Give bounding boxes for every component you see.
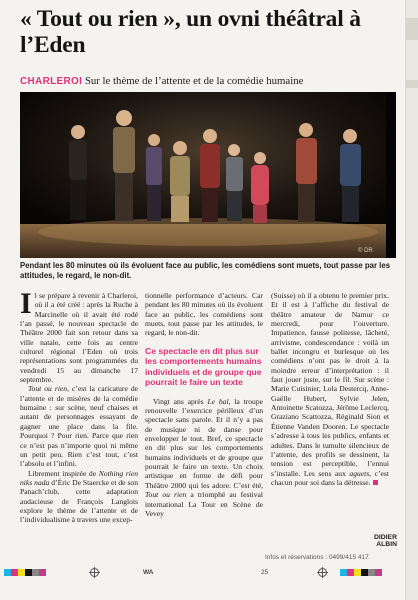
registration-mark-icon <box>90 568 99 577</box>
paragraph <box>271 291 389 487</box>
swatch <box>32 569 39 576</box>
photo-caption: Pendant les 80 minutes où ils évoluent face au public, les comédiens sont muets, tout passe par les attitudes, le regard, le non-dit. <box>20 261 391 280</box>
footer-code: WA <box>143 569 154 576</box>
registration-mark-icon <box>318 568 327 577</box>
color-swatches <box>340 569 382 576</box>
paragraph-text: , la troupe renouvelle l’exercice périlleux d’un spectacle sans parole. Et il n’y a pas de musique ni de danse pour envelopper le tout. Bref, ce spectacle en dit plus sur les comportements humains individuels et de groupe que pourrait le faire un texte. Un choix artistique en forme de défi pour Théâtre 2000 qui les adore. C’est été, <box>145 396 263 490</box>
emphasis-text: Tout ou rien <box>145 490 187 500</box>
swatch <box>354 569 361 576</box>
page-edge <box>405 0 418 600</box>
swatch <box>375 569 382 576</box>
emphasis-text: Le bal <box>207 396 229 406</box>
stage-photo-illustration <box>20 92 396 258</box>
pull-quote: Ce spectacle en dit plus sur les comportements humains individuels et de groupe que pourrait le faire un texte <box>145 345 262 388</box>
subhead-text: Sur le thème de l’attente et de la comédie humaine <box>84 75 304 87</box>
article-column-3 <box>271 291 389 487</box>
square-bullet-icon <box>373 480 378 485</box>
paragraph-text: , c’est la caricature de l’attente et de misères de la comédie humaine : sur scène, neuf chaises et autant de personnages essayant de gagner une place dans la file. Pourquoi ? Pour rien. Parce que rien ce n’est pas n’importe quoi ni même un petit peu. Rien c’est tout, c’est l’absolu et l’infini. <box>20 384 138 469</box>
swatch <box>39 569 46 576</box>
photo-credit: © DR <box>358 248 373 254</box>
paragraph-text: (Suisse) où il a obtenu le premier prix. Et il est à l’affiche du festival de théâtre amateur de Namur ce mercredi, pour l’ouverture. Impatience, fausse politesse, lâcheté, arrivisme, condescendance : voilà un ballet incongru et burlesque où les comédiens n’ont pas le droit à la moindre erreur d’interprétation : il faut jouer juste, sur le fil. Sur scène : Marie Cuisinier, Lola Destercq, Anne-Gaëlle Hubert, Sylvie Jelen, Antoinette Scatozza, Jérôme Leclercq, Graziano Scattozza, Réginald Sion et Étienne Vanden Dooren. Le spectacle s’adresse à tous les publics, enfants et adultes. Dans le tumulte silencieux de l’attente, des profils se dessinent, la tension est perceptible, l’ennui s’installe. Les sens aux <box>271 291 389 478</box>
paragraph <box>145 397 263 518</box>
drop-cap: I <box>20 287 32 320</box>
color-swatches <box>4 569 46 576</box>
swatch <box>347 569 354 576</box>
paragraph-text: l se prépare à revenir à Charleroi, où il a été créé : après la Ruche à Marcinelle où il avait été rodé l’an passé, le nouveau spectacle de Théâtre 2000 fait son retour dans sa ville natale, cette fois au centre culturel régional l’Eden où trois représentations sont programmées du vendredi 15 au dimanche 17 septembre. <box>20 291 138 385</box>
paragraph: tionnelle performance d’acteurs. Car pendant les 80 minutes où ils évoluent face au public, les comédiens sont muets, tout passe par les attitudes, le regard, le non-dit. <box>145 291 263 338</box>
paragraph-text: d’Éric De Staercke et de son Panach’club, cette adaptation audacieuse de François Langlois explore le thème de l’attente et de l’individualisme à travers une excep- <box>20 477 138 525</box>
edge-decoration <box>406 18 418 40</box>
paragraph-text: a triomphé au festival international La Tour en Scène de Vevey <box>145 490 263 518</box>
swatch <box>368 569 375 576</box>
paragraph-text: Vingt ans après <box>153 396 208 406</box>
swatch <box>18 569 25 576</box>
stage-photo <box>20 92 396 258</box>
swatch <box>340 569 347 576</box>
paragraph-text: Librement inspirée de <box>28 468 99 478</box>
kicker-label: CHARLEROI <box>20 76 83 87</box>
page-number: 25 <box>261 569 269 576</box>
article-subhead <box>20 75 400 88</box>
emphasis-text: Nothing rien niks nada <box>20 468 139 487</box>
emphasis-text: aguets <box>349 468 370 478</box>
paragraph <box>20 384 138 468</box>
paragraph-text: , c’est chacun pour soi dans la détresse. <box>271 468 389 487</box>
article-column-2 <box>145 291 263 518</box>
swatch <box>25 569 32 576</box>
paragraph <box>20 469 138 525</box>
paragraph <box>20 287 138 385</box>
article-column-1 <box>20 287 139 525</box>
page-footer <box>0 568 418 580</box>
swatch <box>11 569 18 576</box>
swatch <box>4 569 11 576</box>
emphasis-text: Tout ou rien <box>28 384 68 394</box>
author-byline: DIDIER ALBIN <box>373 534 397 548</box>
edge-decoration <box>406 80 418 88</box>
info-reservations: Infos et réservations : 0499/415 417. <box>265 554 371 561</box>
article-headline: « Tout ou rien », un ovni théâtral à l’Eden <box>20 6 361 58</box>
swatch <box>361 569 368 576</box>
